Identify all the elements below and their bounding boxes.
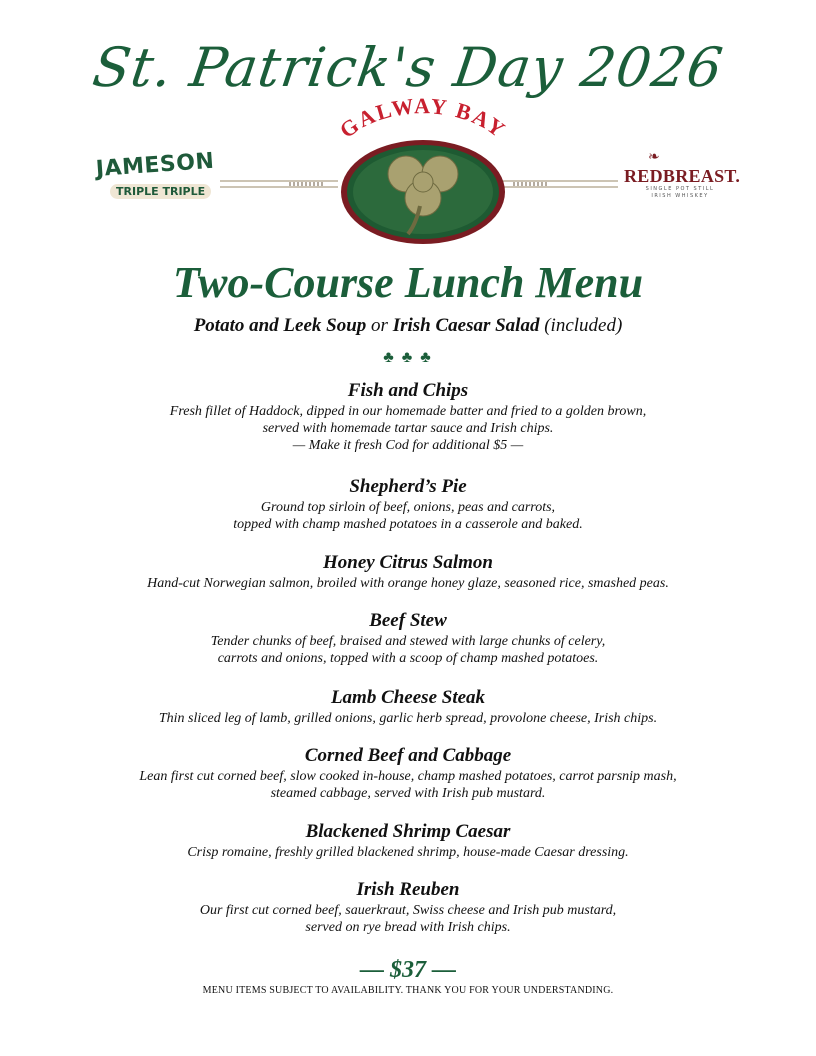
- menu-item-name: Beef Stew: [369, 610, 447, 631]
- first-course-option-a: Potato and Leek Soup: [193, 315, 367, 336]
- menu-item-description: [60, 403, 756, 454]
- bird-icon: ❧: [648, 150, 660, 165]
- jameson-logo-tagline: TRIPLE TRIPLE: [110, 184, 211, 199]
- menu-title: Two-Course Lunch Menu: [172, 258, 644, 307]
- galway-bay-logo: [316, 96, 530, 246]
- first-course-note: (included): [539, 315, 623, 336]
- menu-item-description-line: Thin sliced leg of lamb, grilled onions, garlic herb spread, provolone cheese, Irish chips.: [158, 711, 658, 726]
- menu-item: [60, 475, 756, 533]
- menu-item: [60, 820, 756, 861]
- menu-item-name: Irish Reuben: [356, 879, 460, 900]
- menu-item-description-line: Lean first cut corned beef, slow cooked in-house, champ mashed potatoes, carrot parsnip mash,: [139, 769, 677, 784]
- first-course-option-b: Irish Caesar Salad: [392, 315, 540, 336]
- menu-item-description-line: Our first cut corned beef, sauerkraut, Swiss cheese and Irish pub mustard,: [199, 903, 617, 918]
- menu-item: [60, 379, 756, 454]
- menu-item: [60, 878, 756, 936]
- menu-item-name: Fish and Chips: [347, 380, 469, 401]
- menu-item-description-line: — Make it fresh Cod for additional $5 —: [292, 438, 524, 453]
- menu-price: — $37 —: [360, 957, 456, 983]
- first-course-line: [0, 313, 816, 339]
- menu-item-description: [60, 902, 756, 936]
- menu-item: [60, 686, 756, 727]
- jameson-logo: [95, 148, 216, 199]
- menu-item-description-line: steamed cabbage, served with Irish pub mustard.: [270, 786, 546, 801]
- menu-item-description-line: served on rye bread with Irish chips.: [305, 920, 511, 935]
- menu-item: [60, 609, 756, 667]
- menu-item-description-line: Fresh fillet of Haddock, dipped in our homemade batter and fried to a golden brown,: [169, 404, 647, 419]
- menu-item-description: [60, 499, 756, 533]
- menu-item-name: Corned Beef and Cabbage: [304, 745, 512, 766]
- menu-item-name: Shepherd’s Pie: [349, 476, 467, 497]
- galway-bay-name: GALWAY BAY: [334, 96, 512, 143]
- jameson-logo-name: JAMESON: [95, 148, 216, 182]
- menu-item-description: [60, 768, 756, 802]
- redbreast-logo-name: REDBREAST.: [624, 166, 741, 186]
- menu-item-name: Blackened Shrimp Caesar: [305, 821, 511, 842]
- galway-bay-arc-text: [335, 96, 511, 143]
- menu-item: [60, 551, 756, 592]
- menu-item-description: [60, 575, 756, 592]
- menu-item-description-line: Hand-cut Norwegian salmon, broiled with orange honey glaze, seasoned rice, smashed peas.: [147, 576, 669, 591]
- menu-item-description: [60, 710, 756, 727]
- redbreast-logo: [624, 150, 754, 200]
- menu-item-description: [60, 844, 756, 861]
- menu-item: [60, 744, 756, 802]
- menu-item-description-line: served with homemade tartar sauce and Irish chips.: [262, 421, 554, 436]
- club-icon: ♣ ♣ ♣: [383, 349, 433, 366]
- redbreast-logo-sub: SINGLE POT STILL IRISH WHISKEY: [645, 186, 715, 199]
- first-course-joiner: or: [366, 315, 393, 336]
- menu-item-description-line: carrots and onions, topped with a scoop of champ mashed potatoes.: [217, 651, 599, 666]
- menu-item-description-line: Tender chunks of beef, braised and stewed with large chunks of celery,: [210, 634, 606, 649]
- menu-item-name: Lamb Cheese Steak: [330, 687, 486, 708]
- menu-item-description-line: Crisp romaine, freshly grilled blackened shrimp, house-made Caesar dressing.: [187, 845, 629, 860]
- availability-footer: MENU ITEMS SUBJECT TO AVAILABILITY. THANK YOU FOR YOUR UNDERSTANDING.: [202, 985, 614, 996]
- menu-item-description-line: topped with champ mashed potatoes in a casserole and baked.: [233, 517, 583, 532]
- menu-item-description-line: Ground top sirloin of beef, onions, peas and carrots,: [260, 500, 556, 515]
- menu-item-description: [60, 633, 756, 667]
- event-title: St. Patrick's Day 2026: [89, 36, 728, 99]
- menu-item-name: Honey Citrus Salmon: [323, 552, 493, 573]
